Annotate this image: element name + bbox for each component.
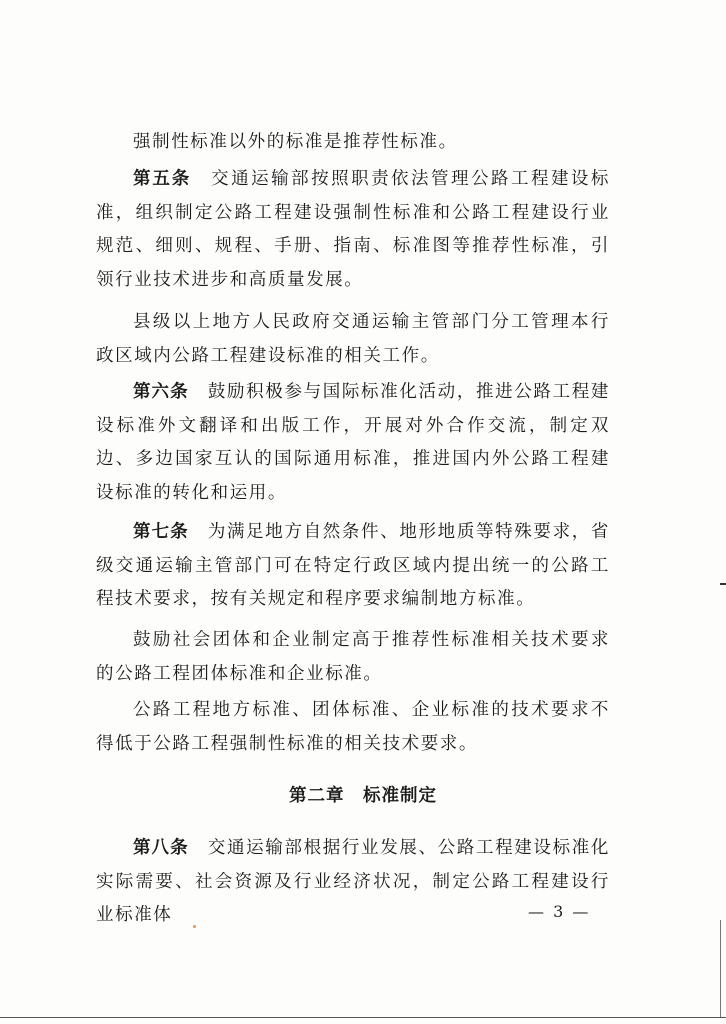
article-text: 交通运输部根据行业发展、公路工程建设标准化实际需要、社会资源及行业经济状况，制定公路工程建设行业标准体 [96, 838, 610, 925]
scan-edge-line [0, 1017, 726, 1018]
paragraph-text: 强制性标准以外的标准是推荐性标准。 [133, 132, 458, 152]
article-7 [96, 516, 610, 617]
chapter-heading: 第二章 标准制定 [289, 786, 437, 806]
scan-speck [193, 925, 196, 928]
paragraph-text: 公路工程地方标准、团体标准、企业标准的技术要求不得低于公路工程强制性标准的相关技术要求。 [96, 700, 610, 754]
paragraph [96, 306, 610, 373]
scan-edge-mark [720, 583, 726, 585]
paragraph-text: 县级以上地方人民政府交通运输主管部门分工管理本行政区域内公路工程建设标准的相关工作。 [96, 312, 610, 366]
article-label: 第五条 [133, 169, 192, 189]
paragraph [96, 126, 610, 160]
article-text: 鼓励积极参与国际标准化活动，推进公路工程建设标准外文翻译和出版工作，开展对外合作交流，制定双边、多边国家互认的国际通用标准，推进国内外公路工程建设标准的转化和运用。 [96, 382, 610, 503]
article-text: 为满足地方自然条件、地形地质等特殊要求，省级交通运输主管部门可在特定行政区域内提出统一的公路工程技术要求，按有关规定和程序要求编制地方标准。 [96, 522, 610, 609]
article-label: 第七条 [133, 522, 189, 542]
article-5 [96, 163, 610, 297]
article-label: 第六条 [133, 382, 189, 402]
paragraph [96, 694, 610, 761]
article-6 [96, 376, 610, 510]
page-number: — 3 — [528, 902, 591, 921]
paragraph-text: 鼓励社会团体和企业制定高于推荐性标准相关技术要求的公路工程团体标准和企业标准。 [96, 630, 610, 684]
paragraph [96, 624, 610, 691]
article-label: 第八条 [133, 838, 189, 858]
article-text: 交通运输部按照职责依法管理公路工程建设标准，组织制定公路工程建设强制性标准和公路工程建设行业规范、细则、规程、手册、指南、标准图等推荐性标准，引领行业技术进步和高质量发展。 [96, 169, 611, 290]
scan-edge-line [720, 920, 721, 1017]
